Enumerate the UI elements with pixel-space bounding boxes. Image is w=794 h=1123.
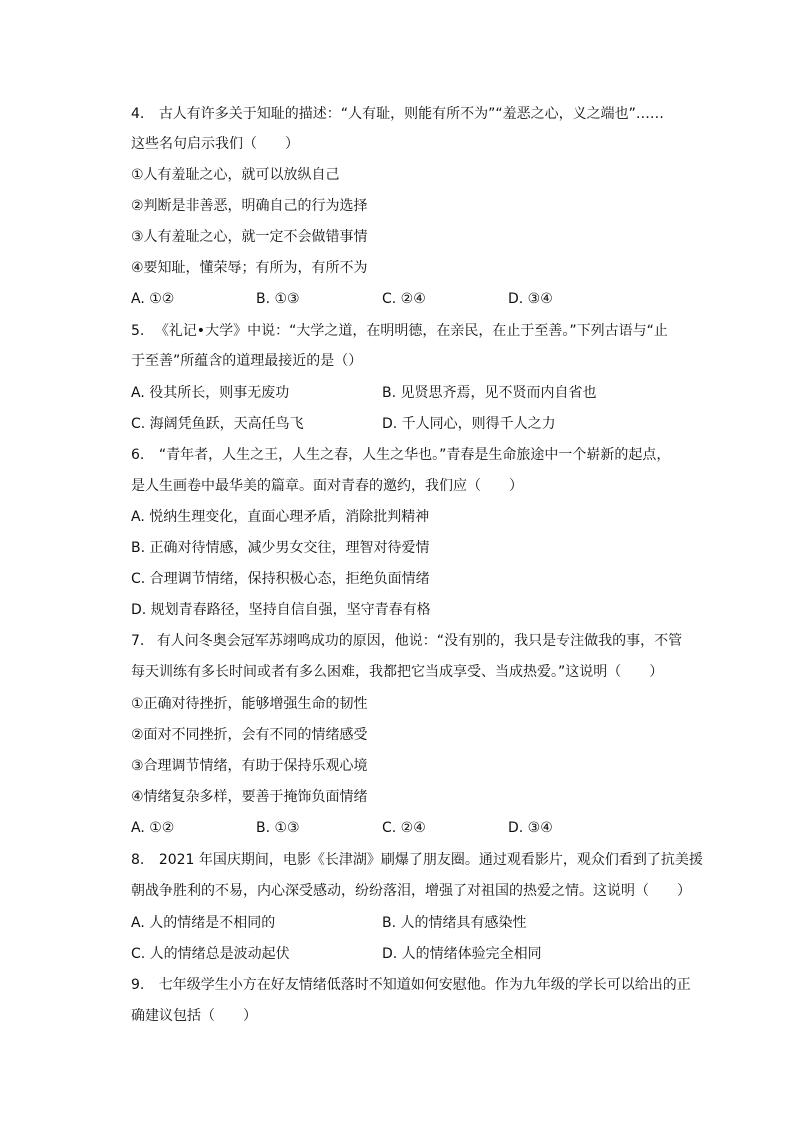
question-7-option-b: B. ①③: [256, 820, 300, 836]
question-text: 《礼记•大学》中说：“大学之道，在明明德，在亲民，在止于至善。”下列古语与“止: [154, 323, 668, 339]
question-text: 2021 年国庆期间，电影《长津湖》刷爆了朋友圈。通过观看影片，观众们看到了抗美援: [158, 852, 703, 868]
question-4-option-d: D. ③④: [508, 291, 553, 307]
question-8-stem-line-2: 朝战争胜利的不易，内心深受感动，纷纷落泪，增强了对祖国的热爱之情。这说明（ ）: [131, 883, 691, 899]
question-7-statement-2: ②面对不同挫折，会有不同的情绪感受: [131, 727, 368, 743]
question-number: 7.: [131, 633, 145, 649]
question-6-option-a: A. 悦纳生理变化，直面心理矛盾，消除批判精神: [131, 509, 430, 525]
question-number: 9.: [131, 977, 145, 993]
question-8-stem-line-1: [131, 850, 703, 870]
question-5-stem-line-1: [131, 321, 668, 341]
question-6-stem-line-2: 是人生画卷中最华美的篇章。面对青春的邀约，我们应（ ）: [131, 478, 523, 494]
question-4-stem-line-1: [131, 104, 664, 124]
question-9-stem-line-2: 确建议包括（ ）: [131, 1008, 257, 1024]
question-6-option-c: C. 合理调节情绪，保持积极心态，拒绝负面情绪: [131, 571, 430, 587]
question-5-option-d: D. 千人同心，则得千人之力: [382, 416, 556, 432]
question-number: 8.: [131, 852, 145, 868]
question-text: 七年级学生小方在好友情绪低落时不知道如何安慰他。作为九年级的学长可以给出的正: [158, 977, 691, 993]
question-5-option-a: A. 役其所长，则事无废功: [131, 385, 290, 401]
question-4-option-c: C. ②④: [382, 291, 426, 307]
question-8-option-d: D. 人的情绪体验完全相同: [382, 946, 542, 962]
question-7-stem-line-2: 每天训练有多长时间或者有多么困难，我都把它当成享受、当成热爱。”这说明（ ）: [131, 664, 664, 680]
question-4-statement-4: ④要知耻，懂荣辱；有所为，有所不为: [131, 260, 368, 276]
question-5-option-b: B. 见贤思齐焉，见不贤而内自省也: [382, 385, 597, 401]
question-text: 古人有许多关于知耻的描述：“人有耻，则能有所不为”“羞恶之心，义之端也”……: [158, 106, 664, 122]
question-number: 6.: [131, 447, 145, 463]
question-7-option-d: D. ③④: [508, 820, 553, 836]
question-6-option-d: D. 规划青春路径，坚持自信自强，坚守青春有格: [131, 602, 431, 618]
question-4-statement-1: ①人有羞耻之心，就可以放纵自己: [131, 167, 340, 183]
question-4-statement-3: ③人有羞耻之心，就一定不会做错事情: [131, 229, 368, 245]
question-8-option-b: B. 人的情绪具有感染性: [382, 915, 527, 931]
question-number: 5.: [131, 323, 145, 339]
question-6-stem-line-1: [131, 445, 670, 465]
question-4-option-b: B. ①③: [256, 291, 300, 307]
question-text: 有人问冬奥会冠军苏翊鸣成功的原因，他说：“没有别的，我只是专注做我的事，不管: [156, 633, 683, 649]
question-8-option-c: C. 人的情绪总是波动起伏: [131, 946, 290, 962]
question-4-statement-2: ②判断是非善恶，明确自己的行为选择: [131, 198, 368, 214]
question-5-stem-line-2: 于至善”所蕴含的道理最接近的是（）: [131, 353, 363, 369]
question-5-option-c: C. 海阔凭鱼跃，天高任鸟飞: [131, 416, 304, 432]
question-number: 4.: [131, 106, 145, 122]
question-6-option-b: B. 正确对待情感，减少男女交往，理智对待爱情: [131, 540, 430, 556]
question-7-statement-1: ①正确对待挫折，能够增强生命的韧性: [131, 696, 368, 712]
question-text: “青年者，人生之王，人生之春，人生之华也。”青春是生命旅途中一个崭新的起点，: [158, 447, 671, 463]
question-4-stem-line-2: 这些名句启示我们（ ）: [131, 136, 299, 152]
question-7-stem-line-1: [131, 631, 682, 651]
question-7-statement-3: ③合理调节情绪，有助于保持乐观心境: [131, 758, 368, 774]
question-9-stem-line-1: [131, 975, 691, 995]
question-8-option-a: A. 人的情绪是不相同的: [131, 915, 276, 931]
question-7-option-a: A. ①②: [131, 820, 175, 836]
question-7-statement-4: ④情绪复杂多样，要善于掩饰负面情绪: [131, 789, 368, 805]
question-4-option-a: A. ①②: [131, 291, 175, 307]
question-7-option-c: C. ②④: [382, 820, 426, 836]
